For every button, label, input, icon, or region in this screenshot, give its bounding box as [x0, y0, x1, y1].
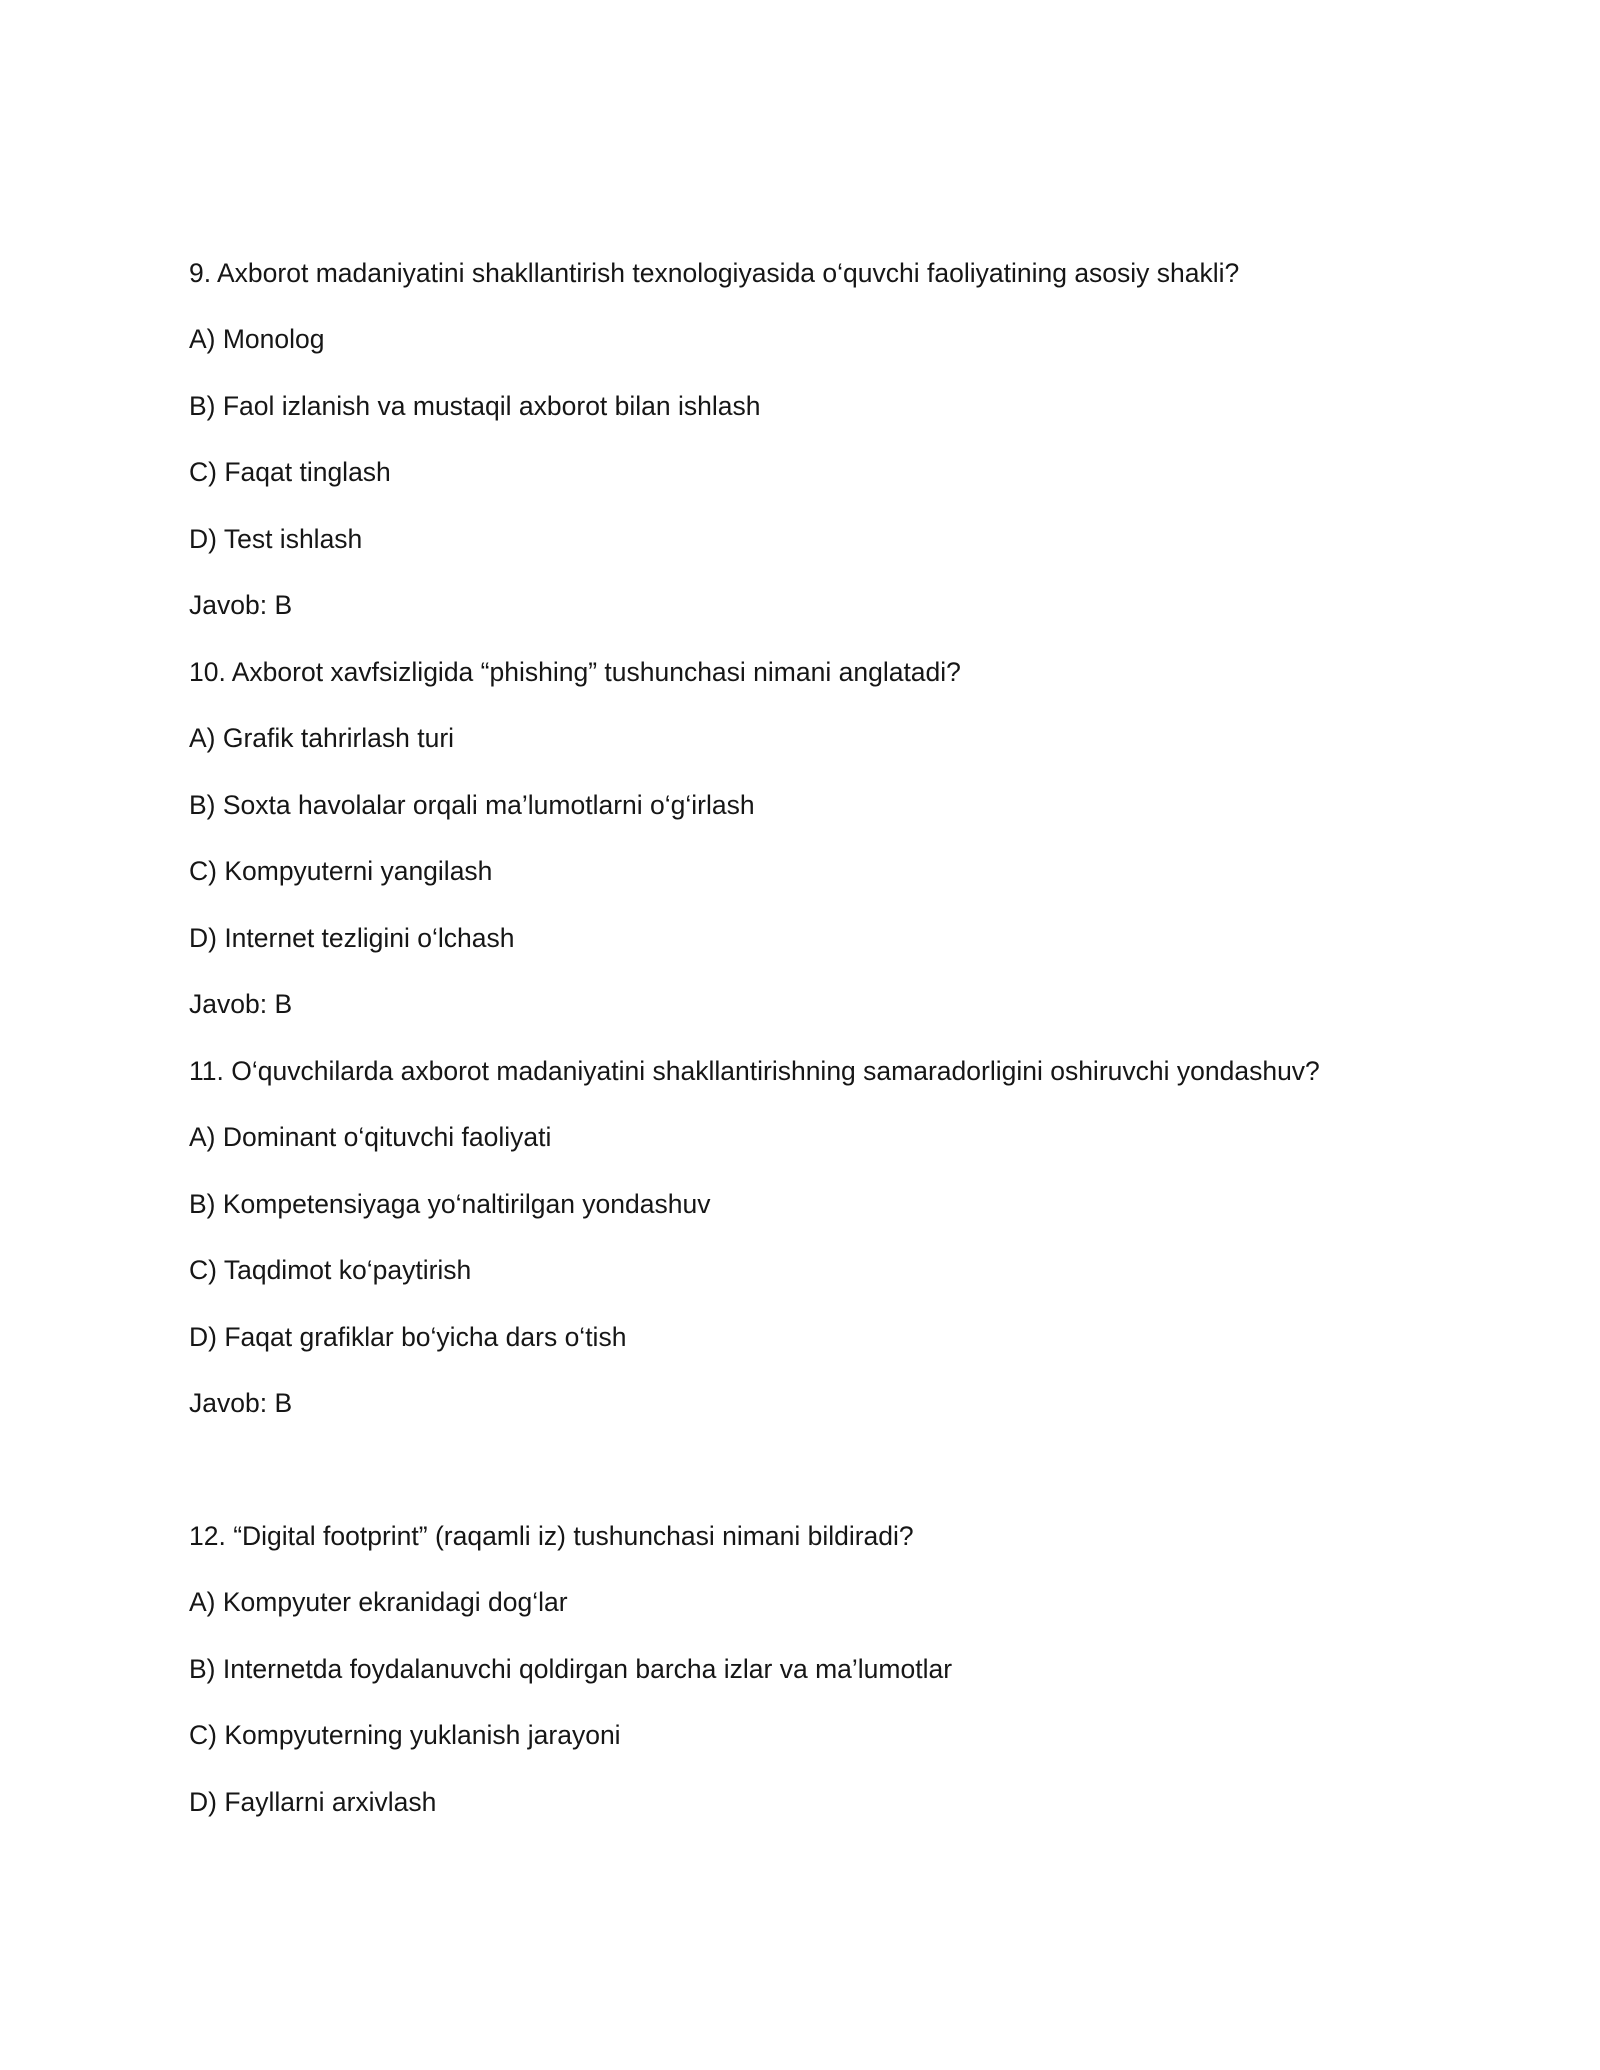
- question-12-option-b: B) Internetda foydalanuvchi qoldirgan barcha izlar va ma’lumotlar: [189, 1654, 953, 1684]
- question-11-text: 11. O‘quvchilarda axborot madaniyatini shakllantirishning samaradorligini oshiruvchi yondashuv?: [189, 1056, 1320, 1086]
- question-10-answer: Javob: B: [189, 989, 293, 1019]
- question-10-text: 10. Axborot xavfsizligida “phishing” tushunchasi nimani anglatadi?: [189, 657, 961, 687]
- question-9-answer: Javob: B: [189, 590, 293, 620]
- question-10-option-d: D) Internet tezligini o‘lchash: [189, 923, 515, 953]
- question-9-option-d: D) Test ishlash: [189, 524, 363, 554]
- question-11-option-c: C) Taqdimot ko‘paytirish: [189, 1255, 472, 1285]
- question-11-option-b: B) Kompetensiyaga yo‘naltirilgan yondashuv: [189, 1189, 711, 1219]
- question-11-answer: Javob: B: [189, 1388, 293, 1418]
- question-10-option-c: C) Kompyuterni yangilash: [189, 856, 493, 886]
- question-10-option-b: B) Soxta havolalar orqali ma’lumotlarni o‘g‘irlash: [189, 790, 755, 820]
- question-11-option-a: A) Dominant o‘qituvchi faoliyati: [189, 1122, 552, 1152]
- question-11-option-d: D) Faqat grafiklar bo‘yicha dars o‘tish: [189, 1322, 627, 1352]
- question-9-option-a: A) Monolog: [189, 324, 325, 354]
- question-12-option-c: C) Kompyuterning yuklanish jarayoni: [189, 1720, 621, 1750]
- question-9-text: 9. Axborot madaniyatini shakllantirish texnologiyasida o‘quvchi faoliyatining asosiy shakli?: [189, 258, 1240, 288]
- question-9-option-b: B) Faol izlanish va mustaqil axborot bilan ishlash: [189, 391, 761, 421]
- question-9-option-c: C) Faqat tinglash: [189, 457, 391, 487]
- question-12-option-a: A) Kompyuter ekranidagi dog‘lar: [189, 1587, 568, 1617]
- question-12-option-d: D) Fayllarni arxivlash: [189, 1787, 437, 1817]
- question-12-text: 12. “Digital footprint” (raqamli iz) tushunchasi nimani bildiradi?: [189, 1521, 914, 1551]
- question-10-option-a: A) Grafik tahrirlash turi: [189, 723, 455, 753]
